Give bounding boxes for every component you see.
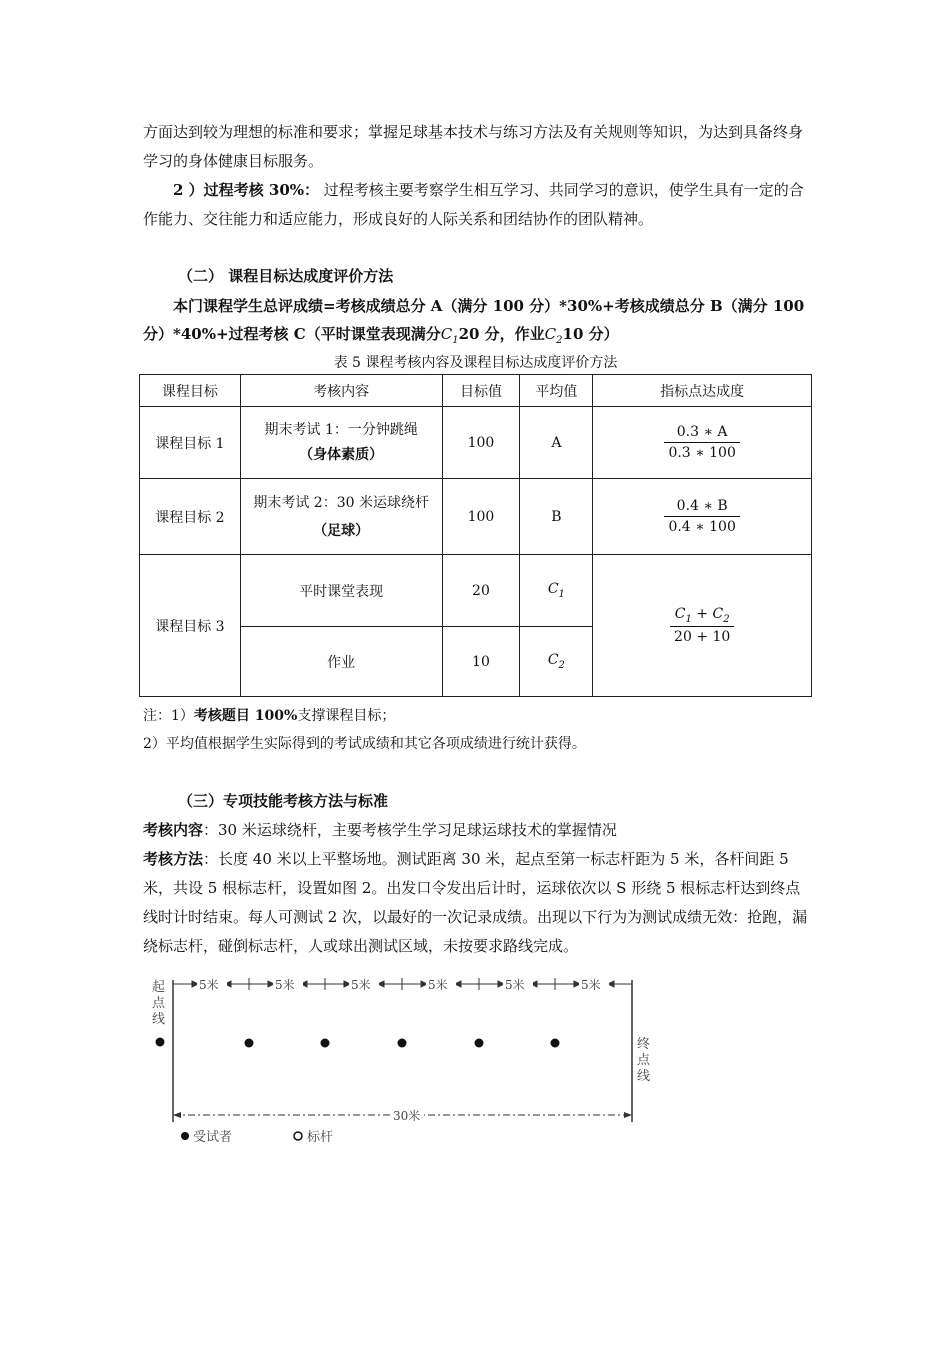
process-label: 2 ）过程考核 30%：: [173, 181, 320, 199]
table-row: [140, 555, 812, 627]
subject-marker: [156, 1038, 165, 1047]
end-line-char: 线: [637, 1069, 651, 1084]
pole-marker: [398, 1039, 407, 1048]
assessment-table: [139, 374, 812, 697]
avg-cell: $C_1$: [520, 555, 593, 627]
content-cell: 期末考试 1：一分钟跳绳 （身体素质）: [240, 407, 442, 479]
process-paragraph: [143, 176, 813, 234]
segment-label: 5米: [505, 978, 525, 992]
table-header-row: [140, 375, 812, 407]
intro-text: 方面达到较为理想的标准和要求；掌握足球基本技术与练习方法及有关规则等知识，为达到具备终身学习的身体健康目标服务。: [143, 123, 804, 170]
table-row: [140, 407, 812, 479]
section2-heading: （二） 课程目标达成度评价方法: [178, 267, 394, 285]
goal-cell: 课程目标 2: [140, 479, 241, 555]
avg-cell: B: [520, 479, 593, 555]
intro-paragraph: [143, 118, 813, 176]
note-2: 2）平均值根据学生实际得到的考试成绩和其它各项成绩进行统计获得。: [143, 736, 586, 752]
target-cell: 20: [442, 555, 520, 627]
segment-label: 5米: [351, 978, 371, 992]
segment-label: 5米: [428, 978, 448, 992]
formula-part3: 10 分）: [562, 325, 619, 343]
content-cell: 期末考试 2：30 米运球绕杆（足球）: [240, 479, 442, 555]
legend-subject-label: 受试者: [193, 1130, 233, 1145]
end-line-char: 点: [637, 1053, 651, 1068]
segment-label: 5米: [581, 978, 601, 992]
segment-label: 5米: [275, 978, 295, 992]
formula-part2: 20 分，作业: [458, 325, 545, 343]
goal-cell: 课程目标 3: [140, 555, 241, 697]
end-line-char: 终: [637, 1037, 651, 1052]
pole-marker: [321, 1039, 330, 1048]
target-cell: 10: [442, 627, 520, 697]
legend-pole-label: 标杆: [307, 1130, 334, 1145]
table-header: 考核内容: [240, 375, 442, 407]
goal-cell: 课程目标 1: [140, 407, 241, 479]
content-cell: 作业: [240, 627, 442, 697]
legend-subject-icon: [181, 1132, 189, 1140]
c1-symbol: $C_1$: [440, 325, 459, 346]
target-cell: 100: [442, 407, 520, 479]
avg-cell: $C_2$: [520, 627, 593, 697]
pole-marker: [551, 1039, 560, 1048]
target-cell: 100: [442, 479, 520, 555]
total-distance-label: 30米: [393, 1109, 421, 1123]
process-text: 过程考核主要考察学生相互学习、共同学习的意识，使学生具有一定的合作能力、交往能力和适应能力，形成良好的人际关系和团结协作的团队精神。: [143, 181, 804, 228]
pole-marker: [245, 1039, 254, 1048]
start-line-char: 起: [152, 980, 166, 995]
table-header: 课程目标: [140, 375, 241, 407]
table-header: 平均值: [520, 375, 593, 407]
content-cell: 平时课堂表现: [240, 555, 442, 627]
achievement-formula: $\frac{0.4 ∗ B}{0.4 ∗ 100}$: [593, 479, 812, 555]
content-paragraph: 考核内容：30 米运球绕杆，主要考核学生学习足球运球技术的掌握情况: [143, 821, 617, 839]
segment-label: 5米: [199, 978, 219, 992]
test-field-diagram: [140, 972, 660, 1154]
legend-pole-icon: [294, 1132, 302, 1140]
start-line-char: 点: [152, 996, 166, 1011]
achievement-formula: $\frac{C_1 + C_2}{20 + 10}$: [593, 555, 812, 697]
achievement-formula: $\frac{0.3 ∗ A}{0.3 ∗ 100}$: [593, 407, 812, 479]
table-caption: 表 5 课程考核内容及课程目标达成度评价方法: [333, 355, 618, 371]
c2-symbol: $C_2$: [544, 325, 563, 346]
formula-part1: 本门课程学生总评成绩=考核成绩总分 A（满分 100 分）*30%+考核成绩总分 B（满分 100 分）*40%+过程考核 C（平时课堂表现满分: [143, 297, 805, 343]
formula-paragraph: [143, 292, 813, 355]
section3-heading: （三）专项技能考核方法与标准: [178, 792, 389, 810]
note-1: 注：1）考核题目 100%支撑课程目标；: [143, 708, 396, 724]
pole-marker: [475, 1039, 484, 1048]
avg-cell: A: [520, 407, 593, 479]
start-line-char: 线: [152, 1012, 166, 1027]
method-paragraph: 考核方法：长度 40 米以上平整场地。测试距离 30 米，起点至第一标志杆距为 5 米，各杆间距 5 米，共设 5 根标志杆，设置如图 2。出发口令发出后计时，运球依次以 S 形绕 5 根标志杆达到终点线时计时结束。每人可测试 2 次，以最好的一次记录成绩。出现以下行为为测试成绩无效：抢跑，漏绕标志杆，碰倒标志杆，人或球出测试区域，未按要求路线完成。: [143, 850, 808, 955]
table-header: 目标值: [442, 375, 520, 407]
table-header: 指标点达成度: [593, 375, 812, 407]
table-row: [140, 479, 812, 555]
